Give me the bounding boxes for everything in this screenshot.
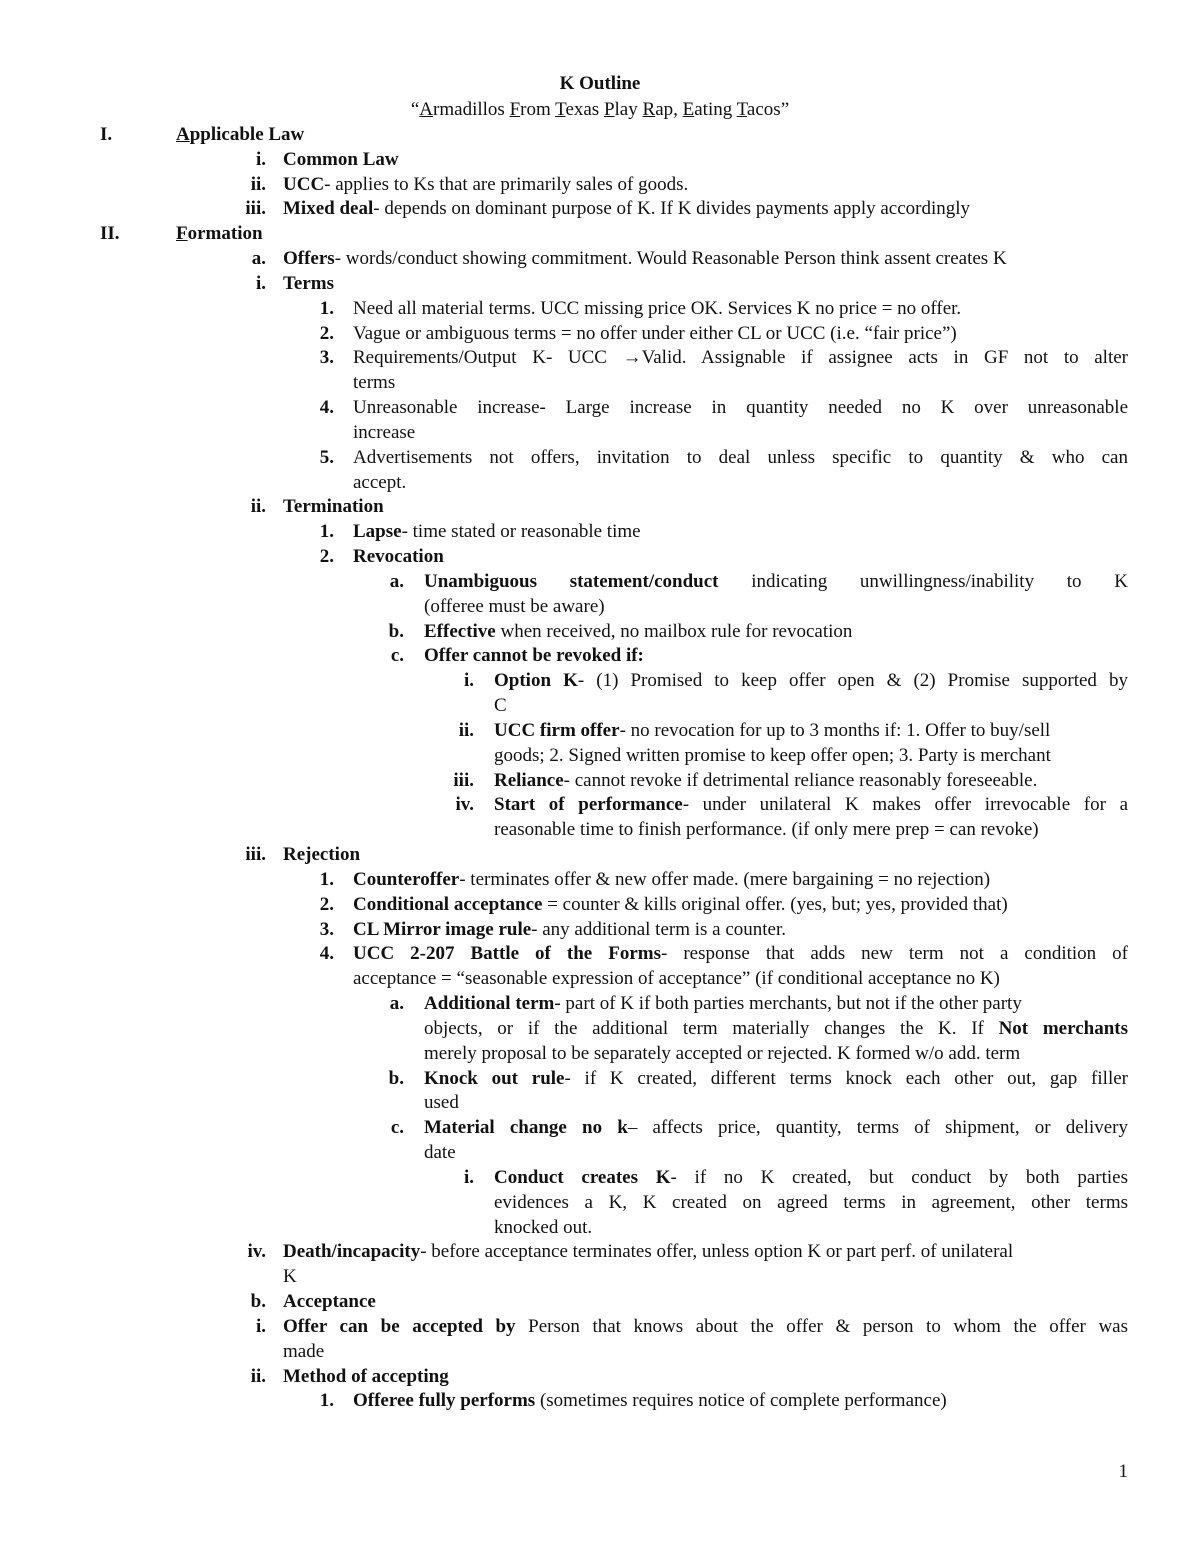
outline-line bbox=[494, 669, 1128, 693]
outline-marker: b. bbox=[250, 1291, 266, 1312]
outline-line bbox=[424, 644, 1128, 668]
outline-marker: 4. bbox=[319, 943, 334, 965]
outline-marker: 2. bbox=[319, 893, 334, 915]
outline-text: - time stated or reasonable time bbox=[401, 521, 641, 543]
outline-marker: 1. bbox=[319, 521, 334, 543]
outline-marker: a. bbox=[251, 248, 266, 270]
outline-text: Vague or ambiguous terms = no offer under either CL or UCC (i.e. “fair price”) bbox=[353, 322, 957, 344]
outline-line bbox=[424, 1017, 1128, 1041]
outline-term: Offers bbox=[283, 248, 335, 270]
outline-line bbox=[353, 346, 1128, 370]
outline-text: reasonable time to finish performance. (if only mere prep = can revoke) bbox=[494, 819, 1039, 841]
outline-text: (sometimes requires notice of complete performance) bbox=[535, 1390, 947, 1412]
outline-marker: ii. bbox=[250, 173, 266, 195]
outline-text: - (1) Promised to keep offer open & (2) Promise supported by bbox=[577, 670, 1128, 692]
outline-marker: i. bbox=[255, 1315, 266, 1337]
outline-line bbox=[353, 371, 1128, 395]
outline-line bbox=[494, 818, 1128, 842]
outline-term: ormation bbox=[187, 223, 263, 245]
outline-term: Option K bbox=[494, 670, 578, 692]
outline-term: Common Law bbox=[283, 148, 399, 170]
outline-line bbox=[353, 421, 1128, 445]
outline-marker: 3. bbox=[319, 347, 334, 369]
outline-text: - part of K if both parties merchants, but not if the other party bbox=[554, 993, 1022, 1015]
outline-marker: 3. bbox=[319, 918, 334, 940]
outline-term: Terms bbox=[283, 272, 335, 294]
outline-line bbox=[494, 719, 1128, 743]
outline-term: Acceptance bbox=[283, 1291, 376, 1312]
outline-marker: 1. bbox=[319, 1390, 334, 1412]
outline-marker: 2. bbox=[319, 322, 334, 344]
outline-marker: ii. bbox=[458, 719, 474, 741]
outline-marker: iii. bbox=[453, 769, 474, 791]
outline-line bbox=[424, 595, 1128, 619]
outline-line bbox=[353, 520, 1128, 544]
outline-text: Requirements/Output K- UCC →Valid. Assignable if assignee acts in GF not to alter bbox=[353, 347, 1128, 369]
outline-marker: i. bbox=[463, 670, 474, 692]
outline-line bbox=[283, 843, 1128, 867]
outline-text: - depends on dominant purpose of K. If K divides payments apply accordingly bbox=[373, 198, 971, 220]
outline-term: Offeree fully performs bbox=[353, 1390, 536, 1412]
outline-marker: c. bbox=[390, 1117, 404, 1139]
outline-marker: II. bbox=[100, 223, 120, 245]
outline-line bbox=[424, 1116, 1128, 1140]
outline-line bbox=[283, 1340, 1128, 1364]
outline-marker: 1. bbox=[319, 297, 334, 319]
outline-marker: 1. bbox=[319, 868, 334, 890]
outline-line bbox=[353, 1389, 1128, 1413]
outline-text: - any additional term is a counter. bbox=[531, 918, 787, 940]
outline-line bbox=[283, 1315, 1128, 1339]
outline-term: pplicable Law bbox=[189, 124, 305, 145]
outline-line bbox=[353, 322, 1128, 346]
outline-line bbox=[353, 297, 1128, 321]
outline-text: acceptance = “seasonable expression of acceptance” (if conditional acceptance no K) bbox=[353, 968, 1000, 990]
outline-line bbox=[494, 793, 1128, 817]
outline-marker: a. bbox=[389, 570, 404, 592]
outline-line bbox=[424, 1141, 1128, 1165]
outline-text: Advertisements not offers, invitation to deal unless specific to quantity & who can bbox=[353, 446, 1128, 468]
outline-marker: iv. bbox=[455, 794, 474, 816]
outline-marker: I. bbox=[100, 124, 113, 145]
outline-term: Counteroffer bbox=[353, 868, 460, 890]
outline-text: = counter & kills original offer. (yes, but; yes, provided that) bbox=[542, 893, 1008, 915]
outline-line bbox=[424, 1091, 1128, 1115]
outline-term: A bbox=[176, 124, 190, 145]
outline-term: Reliance bbox=[494, 769, 564, 791]
outline-text: accept. bbox=[353, 471, 407, 493]
outline-line bbox=[176, 123, 1128, 147]
outline-text: (offeree must be aware) bbox=[424, 595, 605, 617]
outline-line bbox=[424, 1067, 1128, 1091]
outline-marker: iv. bbox=[247, 1241, 266, 1263]
outline-line bbox=[353, 471, 1128, 495]
outline-term: Unambiguous statement/conduct bbox=[424, 570, 719, 592]
outline-text: - no revocation for up to 3 months if: 1. Offer to buy/sell bbox=[619, 719, 1051, 741]
outline-marker: ii. bbox=[250, 1365, 266, 1387]
outline-text: evidences a K, K created on agreed terms in agreement, other terms bbox=[494, 1191, 1128, 1213]
outline-term: Offer can be accepted by bbox=[283, 1315, 516, 1337]
outline-line bbox=[353, 868, 1128, 892]
outline-text: - applies to Ks that are primarily sales of goods. bbox=[324, 173, 689, 195]
outline-marker: i. bbox=[255, 148, 266, 170]
outline-line bbox=[494, 1191, 1128, 1215]
outline-line bbox=[283, 495, 1128, 519]
outline-marker: b. bbox=[388, 1067, 404, 1089]
outline-line bbox=[353, 446, 1128, 470]
outline-line bbox=[494, 769, 1128, 793]
outline-line bbox=[176, 222, 1128, 246]
outline-marker: i. bbox=[463, 1166, 474, 1188]
outline-term: Not merchants bbox=[998, 1017, 1128, 1039]
outline-text: - response that adds new term not a condition of bbox=[661, 943, 1128, 965]
mnemonic-subtitle: “Armadillos From Texas Play Rap, Eating Tacos” bbox=[410, 99, 790, 120]
outline-marker: ii. bbox=[250, 496, 266, 518]
outline-term: Death/incapacity bbox=[283, 1241, 421, 1263]
outline-line bbox=[353, 918, 1128, 942]
document-title: K Outline bbox=[559, 73, 641, 94]
outline-marker: a. bbox=[389, 993, 404, 1015]
outline-term: Revocation bbox=[353, 546, 444, 568]
outline-marker: 5. bbox=[319, 446, 334, 468]
outline-text: C bbox=[494, 695, 507, 717]
outline-line bbox=[283, 197, 1128, 221]
outline-text: – affects price, quantity, terms of shipment, or delivery bbox=[627, 1117, 1128, 1139]
outline-term: Offer cannot be revoked if: bbox=[424, 645, 644, 667]
outline-text: - cannot revoke if detrimental reliance reasonably foreseeable. bbox=[563, 769, 1038, 791]
outline-text: terms bbox=[353, 372, 396, 394]
outline-text: - before acceptance terminates offer, unless option K or part perf. of unilateral bbox=[420, 1241, 1014, 1263]
outline-line bbox=[494, 1166, 1128, 1190]
outline-text: - if K created, different terms knock each other out, gap filler bbox=[564, 1067, 1128, 1089]
page-number: 1 bbox=[1118, 1461, 1128, 1482]
outline-term: Conditional acceptance bbox=[353, 893, 543, 915]
outline-term: Start of performance bbox=[494, 794, 683, 816]
outline-text: - if no K created, but conduct by both parties bbox=[670, 1166, 1128, 1188]
outline-text: increase bbox=[353, 421, 416, 443]
outline-term: UCC firm offer bbox=[494, 719, 620, 741]
outline-term: Material change no k bbox=[424, 1117, 628, 1139]
outline-marker: c. bbox=[390, 645, 404, 667]
outline-line bbox=[494, 694, 1128, 718]
outline-term: CL Mirror image rule bbox=[353, 918, 532, 940]
outline-line bbox=[353, 396, 1128, 420]
outline-marker: i. bbox=[255, 272, 266, 294]
outline-line bbox=[283, 1365, 1128, 1389]
outline-term: Rejection bbox=[283, 844, 361, 866]
outline-term: UCC bbox=[283, 173, 325, 195]
outline-line bbox=[283, 1240, 1128, 1264]
outline-term: Conduct creates K bbox=[494, 1166, 671, 1188]
outline-term: Lapse bbox=[353, 521, 402, 543]
outline-line bbox=[494, 744, 1128, 768]
outline-line bbox=[424, 992, 1128, 1016]
outline-line bbox=[283, 272, 1128, 296]
outline-text: used bbox=[424, 1092, 459, 1114]
outline-term: Effective bbox=[424, 620, 496, 642]
outline-text: knocked out. bbox=[494, 1216, 593, 1238]
outline-line bbox=[283, 247, 1128, 271]
outline-text: goods; 2. Signed written promise to keep offer open; 3. Party is merchant bbox=[494, 744, 1051, 766]
outline-text: indicating unwillingness/inability to K bbox=[718, 570, 1128, 592]
outline-text: merely proposal to be separately accepted or rejected. K formed w/o add. term bbox=[424, 1042, 1021, 1064]
outline-line bbox=[353, 893, 1128, 917]
outline-line bbox=[283, 1265, 1128, 1289]
outline-term: UCC 2-207 Battle of the Forms bbox=[353, 943, 661, 965]
outline-text: when received, no mailbox rule for revocation bbox=[495, 620, 853, 642]
outline-marker: 4. bbox=[319, 397, 334, 419]
outline-line bbox=[494, 1216, 1128, 1240]
outline-line bbox=[424, 570, 1128, 594]
outline-text: date bbox=[424, 1142, 456, 1164]
outline-line bbox=[283, 1290, 1128, 1314]
outline-text: objects, or if the additional term materially changes the K. If bbox=[424, 1017, 999, 1039]
outline-line bbox=[283, 148, 1128, 172]
outline-text: - under unilateral K makes offer irrevocable for a bbox=[682, 794, 1128, 816]
outline-line bbox=[353, 967, 1128, 991]
outline-text: K bbox=[283, 1266, 297, 1288]
outline-line bbox=[424, 1042, 1128, 1066]
outline-term: Knock out rule bbox=[424, 1067, 565, 1089]
outline-text: Need all material terms. UCC missing price OK. Services K no price = no offer. bbox=[353, 297, 962, 319]
outline-text: - words/conduct showing commitment. Would Reasonable Person think assent creates K bbox=[334, 248, 1007, 270]
outline-text: - terminates offer & new offer made. (mere bargaining = no rejection) bbox=[459, 868, 991, 890]
outline-text: Person that knows about the offer & person to whom the offer was bbox=[515, 1315, 1129, 1337]
outline-term: Method of accepting bbox=[283, 1365, 449, 1387]
outline-term: Termination bbox=[283, 496, 384, 518]
outline-term: Mixed deal bbox=[283, 198, 374, 220]
outline-marker: iii. bbox=[245, 198, 266, 220]
outline-line bbox=[353, 545, 1128, 569]
outline-line bbox=[424, 620, 1128, 644]
outline-term: Additional term bbox=[424, 993, 555, 1015]
outline-term: F bbox=[176, 223, 188, 245]
outline-line bbox=[283, 173, 1128, 197]
outline-text: Unreasonable increase- Large increase in quantity needed no K over unreasonable bbox=[353, 397, 1128, 419]
outline-line bbox=[353, 942, 1128, 966]
outline-marker: 2. bbox=[319, 546, 334, 568]
outline-marker: iii. bbox=[245, 844, 266, 866]
outline-marker: b. bbox=[388, 620, 404, 642]
outline-text: made bbox=[283, 1340, 325, 1362]
